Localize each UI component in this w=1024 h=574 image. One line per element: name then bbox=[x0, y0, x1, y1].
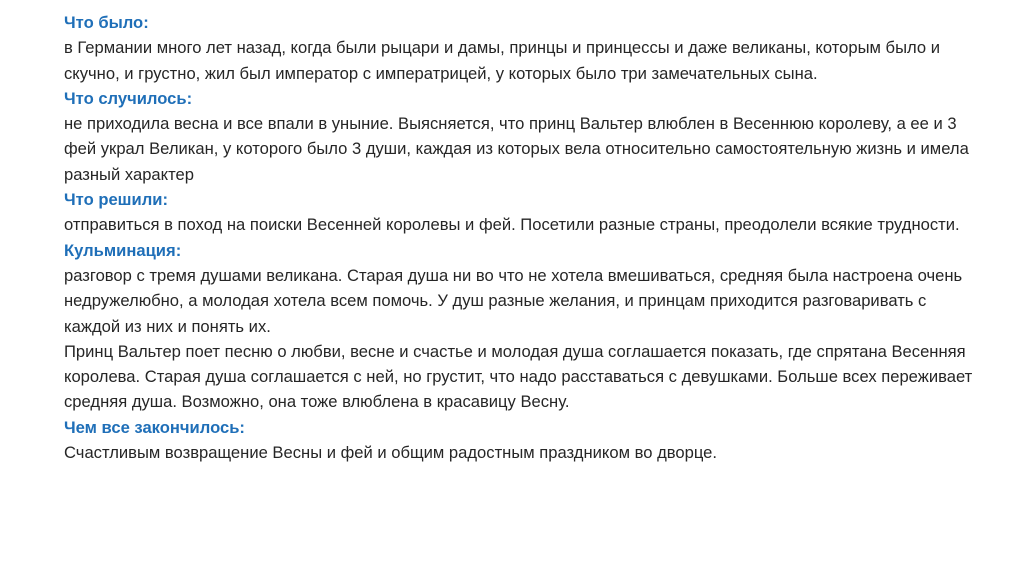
section-paragraph: разговор с тремя душами великана. Старая душа ни во что не хотела вмешиваться, средняя была настроена очень недружелюбно, а молодая хотела всем помочь. У душ разные желания, и принцам приходится разговаривать с каждой из них и понять их. bbox=[64, 265, 963, 336]
section-paragraph: Счастливым возвращение Весны и фей и общим радостным праздником во дворце. bbox=[64, 443, 717, 463]
section-paragraph: отправиться в поход на поиски Весенней королевы и фей. Посетили разные страны, преодолели всякие трудности. bbox=[64, 215, 960, 235]
section-paragraph: не приходила весна и все впали в уныние. Выясняется, что принц Вальтер влюблен в Весеннюю королеву, а ее и 3 фей украл Великан, у которого было 3 души, каждая из которых вела относительно самостоятельную жизнь и имела разный характер bbox=[64, 114, 969, 184]
section-heading: Кульминация: bbox=[64, 240, 182, 260]
slide-content bbox=[64, 10, 984, 465]
section-heading: Чем все закончилось: bbox=[64, 417, 245, 437]
section-heading: Что случилось: bbox=[64, 88, 193, 108]
section-paragraph: в Германии много лет назад, когда были рыцари и дамы, принцы и принцессы и даже великаны, которым было и скучно, и грустно, жил был император с императрицей, у которых было три замечательных сына. bbox=[64, 38, 940, 83]
section-heading: Что было: bbox=[64, 13, 149, 32]
section-paragraph: Принц Вальтер поет песню о любви, весне и счастье и молодая душа соглашается показать, где спрятана Весенняя королева. Старая душа соглашается с ней, но грустит, что надо расставаться с девушками. Больше всех переживает средняя душа. Возможно, она тоже влюблена в красавицу Весну. bbox=[64, 341, 973, 412]
section-heading: Что решили: bbox=[64, 190, 168, 210]
